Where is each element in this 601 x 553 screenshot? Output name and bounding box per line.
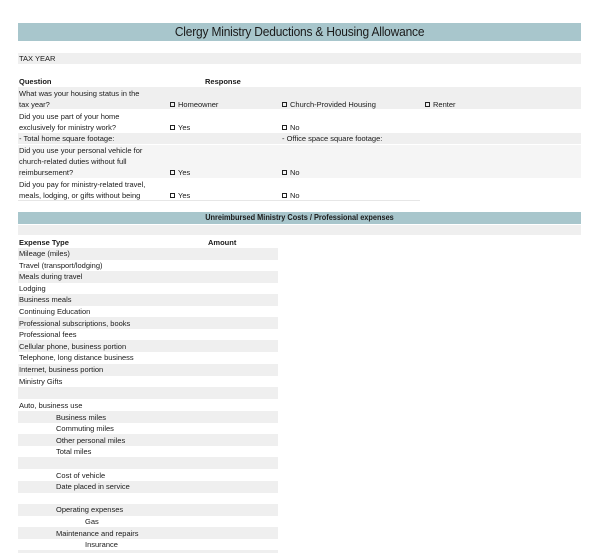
church-housing-option[interactable] bbox=[282, 99, 376, 110]
home-office-no-label: No bbox=[290, 123, 300, 132]
office-sqft-label: - Office space square footage: bbox=[282, 134, 383, 143]
expense-item: Professional subscriptions, books bbox=[19, 318, 131, 328]
expense-item: Business meals bbox=[19, 295, 72, 305]
home-sqft-label: - Total home square footage: bbox=[19, 134, 115, 143]
q3-line2: church-related duties without full bbox=[19, 157, 127, 166]
section-spacer-row bbox=[18, 225, 581, 235]
travel-no-label: No bbox=[290, 191, 300, 200]
expense-item: Telephone, long distance business bbox=[19, 353, 134, 363]
q4-line2: meals, lodging, or gifts without being bbox=[19, 191, 141, 200]
tax-year-label: TAX YEAR bbox=[19, 54, 56, 63]
travel-no-checkbox[interactable] bbox=[282, 193, 287, 198]
operating-expenses-label: Operating expenses bbox=[56, 505, 124, 515]
insurance-label: Insurance bbox=[85, 540, 118, 550]
vehicle-no-option[interactable] bbox=[282, 167, 300, 178]
travel-yes-option[interactable] bbox=[170, 190, 190, 201]
expense-type-header: Expense Type bbox=[19, 238, 69, 247]
expense-item: Cellular phone, business portion bbox=[19, 341, 127, 351]
homeowner-option[interactable] bbox=[170, 99, 218, 110]
expense-item: Travel (transport/lodging) bbox=[19, 260, 103, 270]
home-office-yes-checkbox[interactable] bbox=[170, 125, 175, 130]
total-miles-label: Total miles bbox=[56, 447, 92, 457]
church-housing-checkbox[interactable] bbox=[282, 102, 287, 107]
form-title bbox=[18, 23, 581, 41]
homeowner-label: Homeowner bbox=[178, 100, 219, 109]
question-column-header: Question bbox=[19, 77, 52, 86]
expense-item: Ministry Gifts bbox=[19, 376, 63, 386]
q1-line1: What was your housing status in the bbox=[19, 89, 140, 98]
travel-yes-checkbox[interactable] bbox=[170, 193, 175, 198]
expense-item: Lodging bbox=[19, 283, 46, 293]
travel-no-option[interactable] bbox=[282, 190, 300, 201]
homeowner-checkbox[interactable] bbox=[170, 102, 175, 107]
expense-row-stripe bbox=[18, 457, 278, 469]
commuting-miles-label: Commuting miles bbox=[56, 424, 114, 434]
form-title-text: Clergy Ministry Deductions & Housing Allowance bbox=[174, 24, 425, 39]
tax-year-row bbox=[18, 53, 581, 64]
cost-of-vehicle-label: Cost of vehicle bbox=[56, 470, 106, 480]
home-office-no-option[interactable] bbox=[282, 122, 300, 133]
vehicle-yes-label: Yes bbox=[178, 168, 191, 177]
travel-yes-label: Yes bbox=[178, 191, 191, 200]
business-miles-label: Business miles bbox=[56, 412, 107, 422]
q3-line3: reimbursement? bbox=[19, 168, 74, 177]
vehicle-no-label: No bbox=[290, 168, 300, 177]
q3-line1: Did you use your personal vehicle for bbox=[19, 146, 143, 155]
home-office-no-checkbox[interactable] bbox=[282, 125, 287, 130]
vehicle-yes-option[interactable] bbox=[170, 167, 190, 178]
renter-label: Renter bbox=[433, 100, 456, 109]
expenses-section-header bbox=[18, 212, 581, 224]
expense-item: Professional fees bbox=[19, 330, 77, 340]
home-office-yes-label: Yes bbox=[178, 123, 191, 132]
renter-option[interactable] bbox=[425, 99, 456, 110]
expense-item: Mileage (miles) bbox=[19, 249, 70, 258]
expense-row-stripe bbox=[18, 387, 278, 399]
amount-header: Amount bbox=[208, 238, 237, 247]
q1-line2: tax year? bbox=[19, 100, 50, 109]
gas-label: Gas bbox=[85, 517, 99, 526]
maintenance-label: Maintenance and repairs bbox=[56, 528, 139, 538]
church-housing-label: Church-Provided Housing bbox=[290, 100, 376, 109]
expense-item: Meals during travel bbox=[19, 272, 83, 282]
other-personal-miles-label: Other personal miles bbox=[56, 435, 126, 445]
q4-line1: Did you pay for ministry-related travel, bbox=[19, 180, 146, 189]
expense-item: Internet, business portion bbox=[19, 365, 104, 374]
vehicle-no-checkbox[interactable] bbox=[282, 170, 287, 175]
home-office-yes-option[interactable] bbox=[170, 122, 190, 133]
response-column-header: Response bbox=[205, 77, 241, 86]
expense-item: Continuing Education bbox=[19, 307, 91, 316]
expenses-section-title: Unreimbursed Ministry Costs / Professional expenses bbox=[205, 213, 394, 222]
q2-line2: exclusively for ministry work? bbox=[19, 123, 117, 132]
date-placed-label: Date placed in service bbox=[56, 482, 130, 492]
vehicle-yes-checkbox[interactable] bbox=[170, 170, 175, 175]
auto-business-use-label: Auto, business use bbox=[19, 401, 83, 410]
q2-line1: Did you use part of your home bbox=[19, 112, 120, 121]
renter-checkbox[interactable] bbox=[425, 102, 430, 107]
